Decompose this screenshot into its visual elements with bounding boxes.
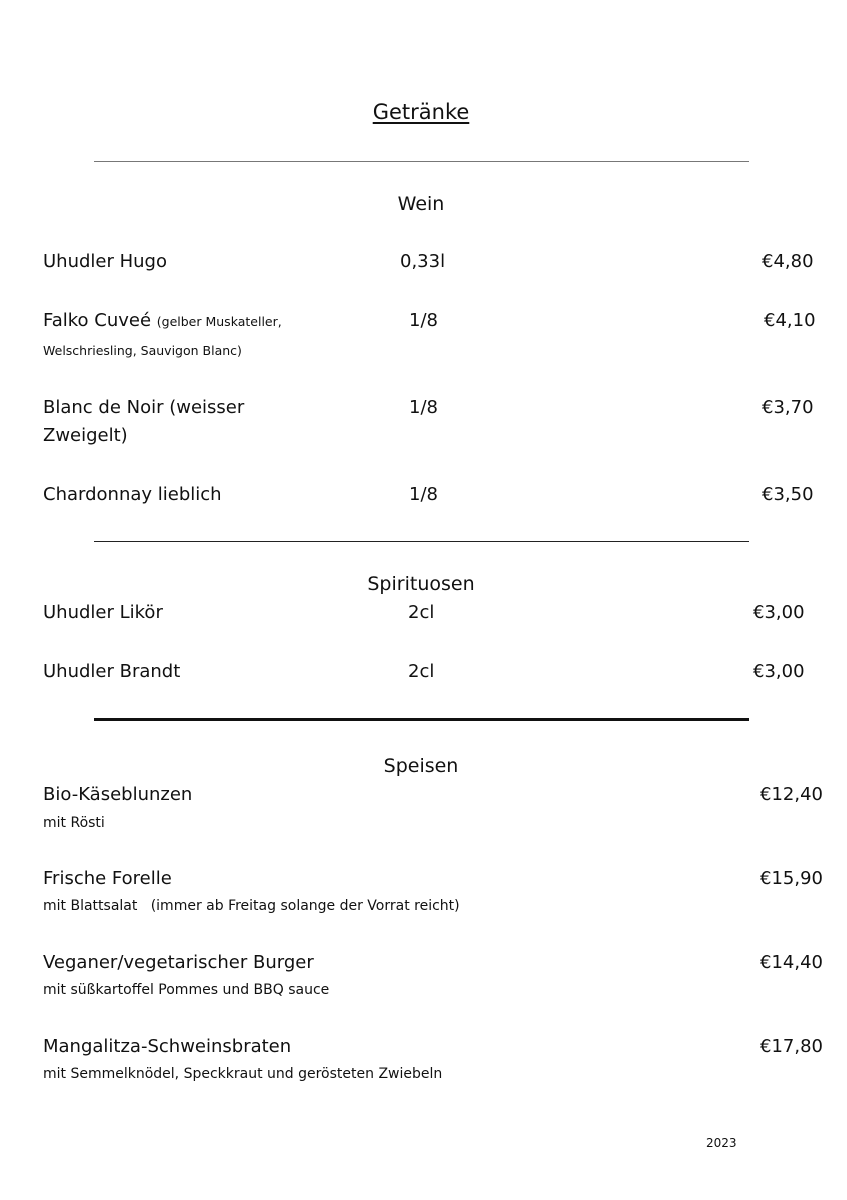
section-heading-speisen: Speisen — [383, 755, 459, 777]
item-description: mit Semmelknödel, Speckkraut und gerösteten Zwiebeln — [43, 1066, 443, 1082]
item-description: mit Blattsalat (immer ab Freitag solange der Vorrat reicht) — [43, 898, 460, 914]
item-name: Frische Forelle — [43, 868, 172, 889]
item-size: 1/8 — [409, 397, 438, 418]
divider — [94, 541, 749, 542]
item-description: mit Rösti — [43, 815, 105, 831]
item-price: €3,00 — [753, 602, 805, 623]
item-size: 2cl — [408, 661, 435, 682]
item-detail: (gelber Muskateller, — [156, 314, 282, 329]
item-name: Bio-Käseblunzen — [43, 784, 193, 805]
item-name: Uhudler Likör — [43, 602, 163, 623]
item-name: Chardonnay lieblich — [43, 484, 222, 505]
item-price: €15,90 — [760, 868, 823, 889]
section-heading-wein: Wein — [397, 193, 445, 215]
divider — [94, 161, 749, 162]
section-heading-spirituosen: Spirituosen — [367, 573, 475, 595]
page-title: Getränke — [372, 100, 470, 124]
item-name: Zweigelt) — [43, 425, 128, 446]
item-name: Uhudler Brandt — [43, 661, 181, 682]
item-name: Uhudler Hugo — [43, 251, 167, 272]
item-size: 1/8 — [409, 310, 438, 331]
item-price: €3,70 — [762, 397, 814, 418]
item-size: 1/8 — [409, 484, 438, 505]
item-size: 0,33l — [400, 251, 446, 272]
item-price: €4,80 — [762, 251, 814, 272]
divider — [94, 718, 749, 721]
item-price: €4,10 — [764, 310, 816, 331]
item-detail: Welschriesling, Sauvigon Blanc) — [43, 343, 242, 358]
item-name: Blanc de Noir (weisser — [43, 397, 245, 418]
item-description: mit süßkartoffel Pommes und BBQ sauce — [43, 982, 330, 998]
item-price: €3,00 — [753, 661, 805, 682]
item-price: €12,40 — [760, 784, 823, 805]
item-name: Mangalitza-Schweinsbraten — [43, 1036, 292, 1057]
footer-year: 2023 — [706, 1136, 737, 1150]
item-price: €14,40 — [760, 952, 823, 973]
item-name: Falko Cuveé — [43, 310, 152, 331]
item-price: €17,80 — [760, 1036, 823, 1057]
item-name: Veganer/vegetarischer Burger — [43, 952, 314, 973]
item-price: €3,50 — [762, 484, 814, 505]
item-size: 2cl — [408, 602, 435, 623]
